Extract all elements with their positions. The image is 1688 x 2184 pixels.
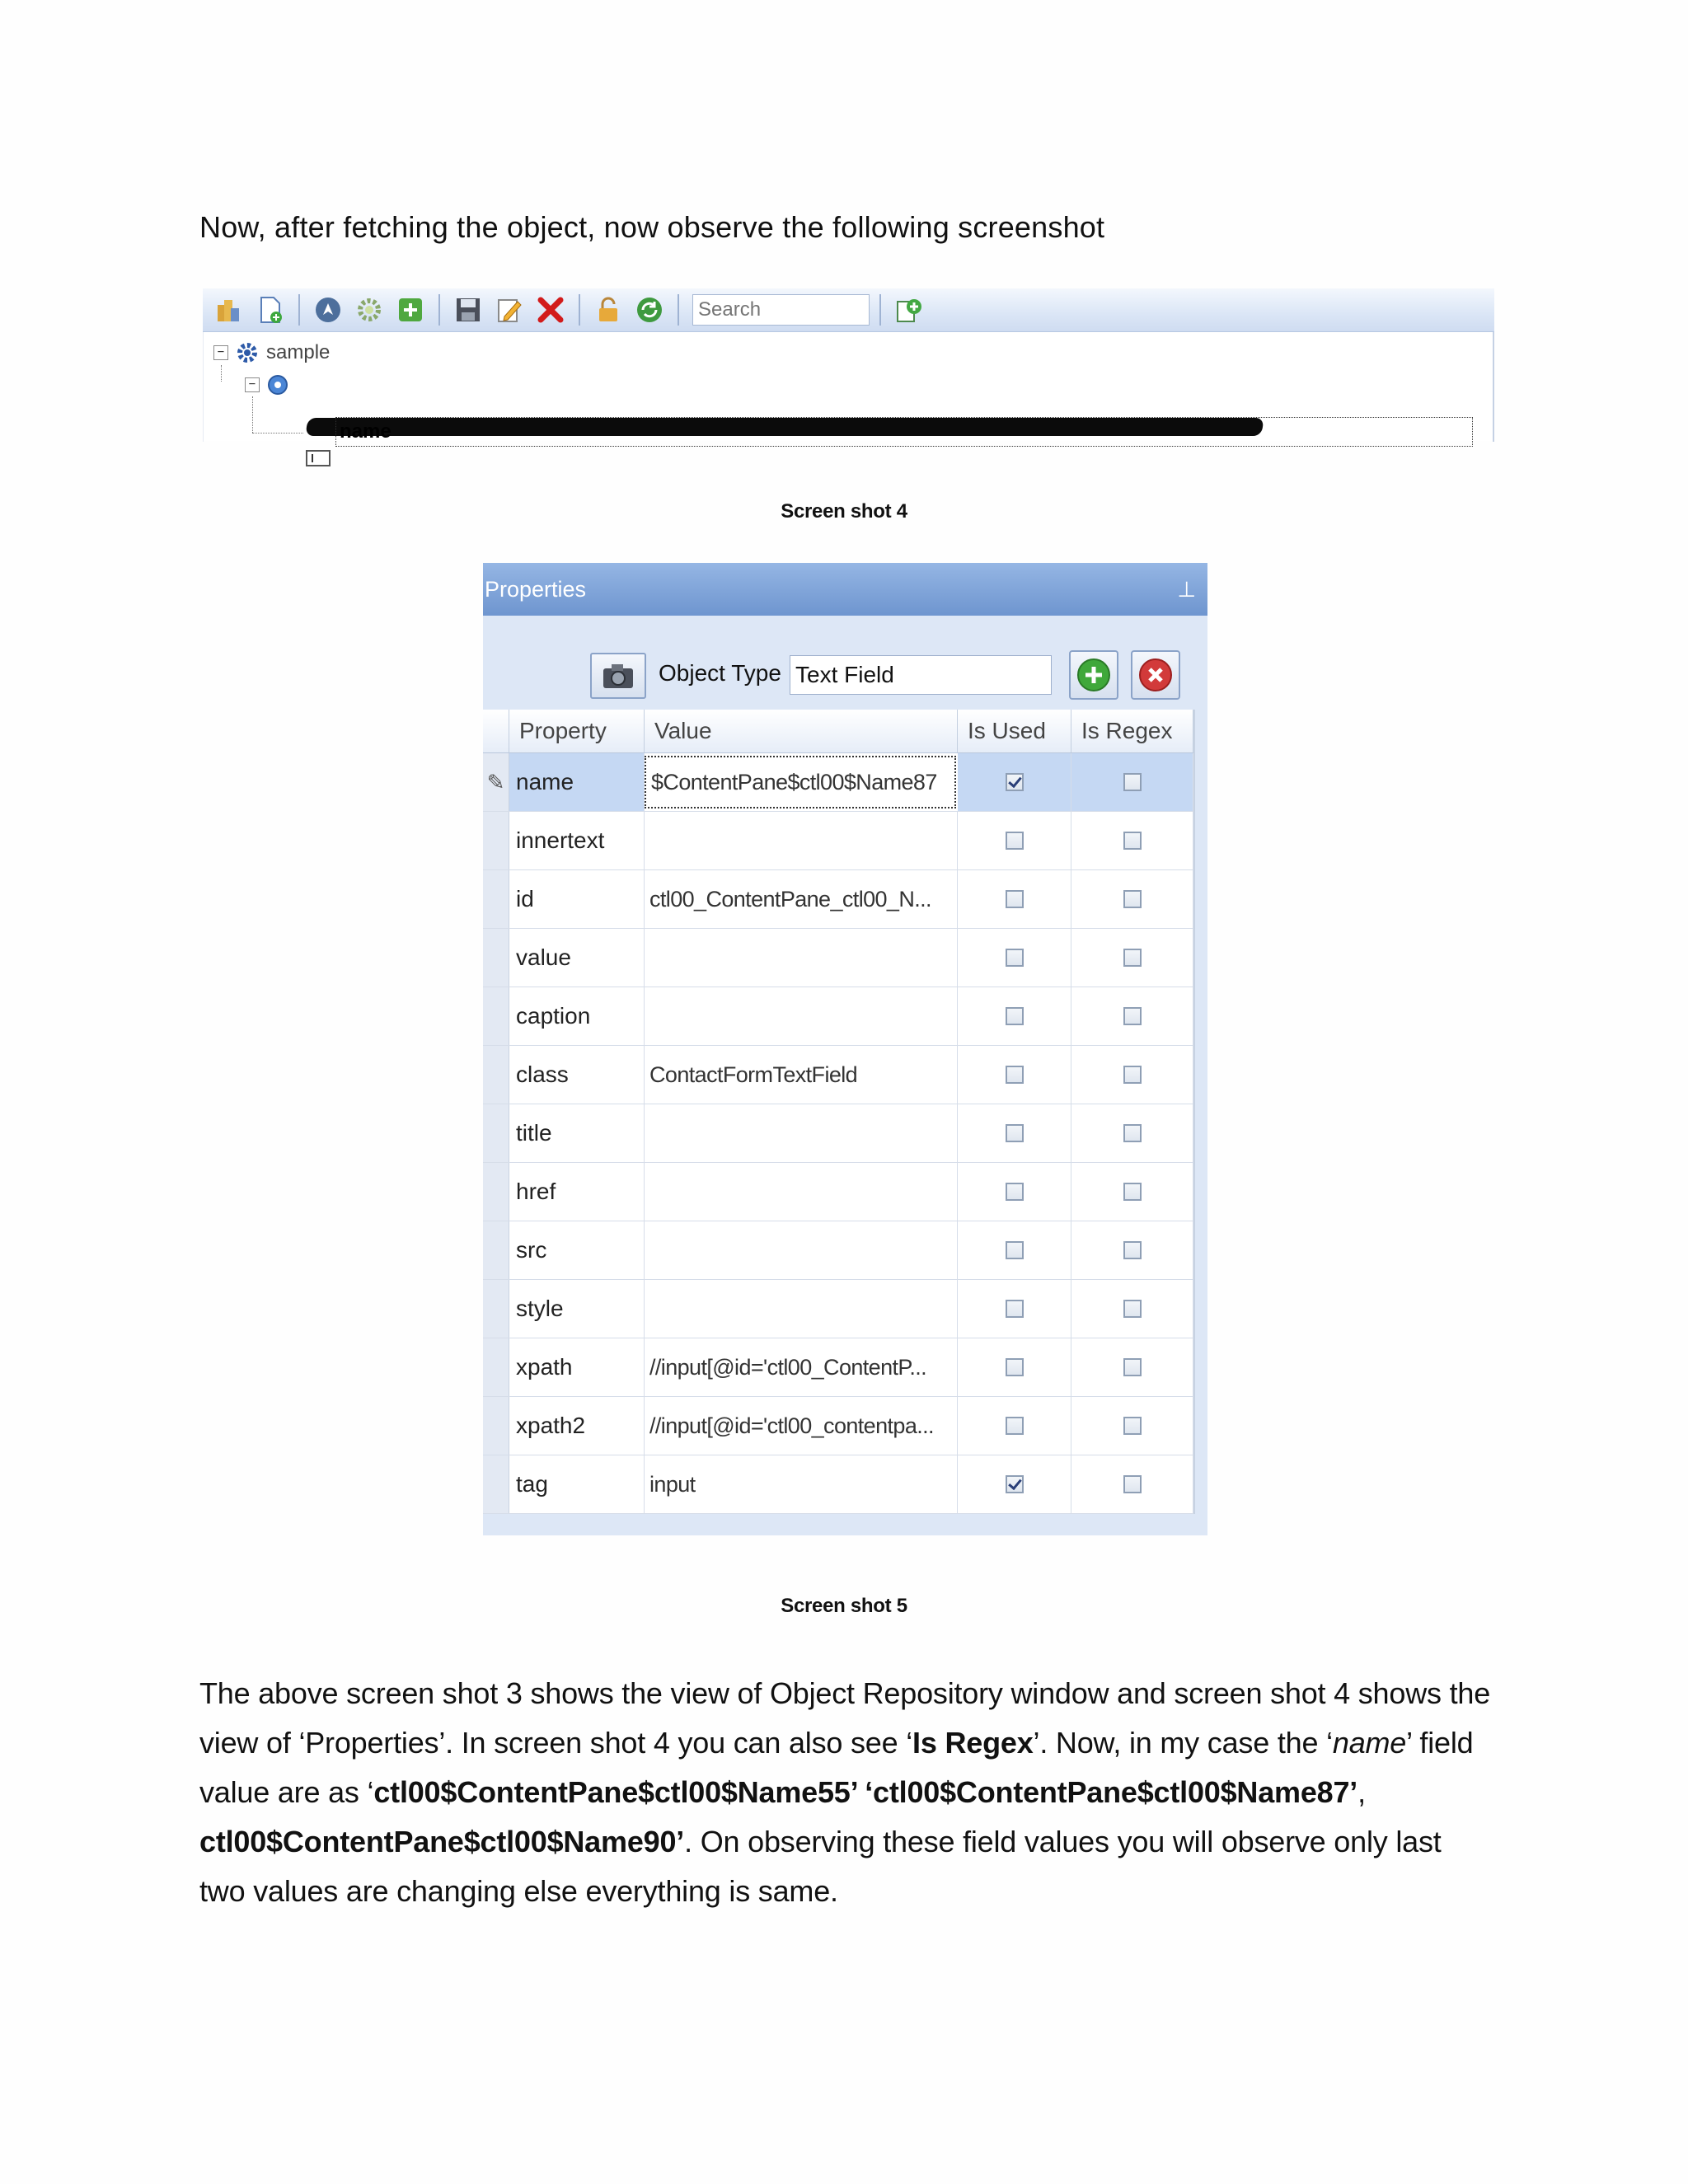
tree-node-root[interactable]	[213, 340, 330, 365]
is-regex-cell	[1071, 987, 1193, 1045]
paragraph-text: The above screen shot 3 shows the view of Object Repository window and screen shot 4 shows the view of ‘Properties’. In screen shot 4 you can also see ‘	[199, 1676, 1491, 1760]
property-value-cell[interactable]: //input[@id='ctl00_ContentP...	[645, 1338, 958, 1396]
property-row[interactable]	[483, 929, 1193, 987]
is-regex-cell	[1071, 753, 1193, 811]
settings-gear-icon[interactable]	[351, 292, 387, 328]
paragraph-italic-text: name	[1332, 1726, 1407, 1760]
row-selector[interactable]	[483, 929, 509, 987]
lock-icon[interactable]	[590, 292, 626, 328]
property-row[interactable]	[483, 753, 1193, 812]
edit-pencil-icon[interactable]: ✎	[483, 753, 509, 811]
tree-node-label: name	[340, 420, 392, 443]
property-row[interactable]	[483, 1163, 1193, 1221]
property-name-cell: src	[509, 1221, 645, 1279]
row-selector[interactable]	[483, 870, 509, 928]
remove-property-button[interactable]	[1131, 650, 1180, 700]
column-header-property[interactable]: Property	[509, 710, 645, 752]
is-regex-cell	[1071, 1455, 1193, 1513]
property-row[interactable]	[483, 812, 1193, 870]
grid-header	[483, 710, 1193, 753]
is-used-checkbox[interactable]	[1006, 1124, 1024, 1142]
is-used-checkbox[interactable]	[1006, 832, 1024, 850]
is-used-checkbox[interactable]	[1006, 1066, 1024, 1084]
property-row[interactable]	[483, 1455, 1193, 1514]
add-repository-icon[interactable]	[891, 292, 927, 328]
toolbar-separator	[678, 294, 679, 326]
save-icon[interactable]	[450, 292, 486, 328]
plus-icon	[1076, 657, 1112, 693]
property-value-cell[interactable]: ContactFormTextField	[645, 1046, 958, 1104]
row-selector[interactable]	[483, 1104, 509, 1162]
grid-body	[483, 753, 1193, 1514]
camera-icon	[602, 662, 635, 690]
is-used-cell	[958, 1338, 1071, 1396]
tree-node-label: sample	[266, 341, 331, 363]
is-regex-cell	[1071, 812, 1193, 869]
close-icon	[1137, 657, 1174, 693]
is-used-checkbox[interactable]	[1006, 890, 1024, 908]
is-used-cell	[958, 1397, 1071, 1455]
navigate-icon[interactable]	[310, 292, 346, 328]
is-regex-checkbox[interactable]	[1123, 1183, 1142, 1201]
paragraph-bold-text: Is Regex	[912, 1726, 1034, 1760]
paragraph-bold-text: ctl00$ContentPane$ctl00$Name90’	[199, 1825, 685, 1858]
properties-title-bar	[483, 563, 1207, 616]
property-row[interactable]	[483, 987, 1193, 1046]
is-used-cell	[958, 1221, 1071, 1279]
property-name-cell: xpath2	[509, 1397, 645, 1455]
property-value-cell[interactable]	[645, 1104, 958, 1162]
paragraph-text: ,	[1357, 1775, 1366, 1809]
is-used-checkbox[interactable]	[1006, 1183, 1024, 1201]
collapse-icon[interactable]: −	[245, 377, 260, 392]
property-name-cell: name	[509, 753, 645, 811]
is-regex-checkbox[interactable]	[1123, 832, 1142, 850]
object-repository-window	[203, 288, 1494, 441]
property-row[interactable]	[483, 1338, 1193, 1397]
is-regex-checkbox[interactable]	[1123, 1124, 1142, 1142]
is-used-checkbox[interactable]	[1006, 1007, 1024, 1025]
body-paragraph	[199, 1669, 1493, 1916]
property-name-cell: caption	[509, 987, 645, 1045]
panel-title: Properties	[485, 576, 587, 602]
property-value-cell[interactable]	[645, 1280, 958, 1338]
is-regex-cell	[1071, 1338, 1193, 1396]
pin-icon[interactable]: ⊥	[1177, 576, 1196, 602]
column-header-is-used[interactable]: Is Used	[958, 710, 1071, 752]
is-used-checkbox[interactable]	[1006, 1241, 1024, 1259]
collapse-icon[interactable]: −	[213, 345, 228, 360]
properties-panel	[483, 563, 1207, 1535]
is-regex-cell	[1071, 1104, 1193, 1162]
property-value-cell[interactable]: ctl00_ContentPane_ctl00_N...	[645, 870, 958, 928]
is-used-checkbox[interactable]	[1006, 773, 1024, 791]
toolbar-separator	[298, 294, 300, 326]
property-row[interactable]	[483, 1046, 1193, 1104]
property-value-cell[interactable]	[645, 1221, 958, 1279]
is-regex-checkbox[interactable]	[1123, 1241, 1142, 1259]
repository-tree	[203, 332, 1494, 442]
paragraph-text: ’. Now, in my case the ‘	[1033, 1726, 1333, 1760]
is-regex-cell	[1071, 1397, 1193, 1455]
is-regex-checkbox[interactable]	[1123, 1475, 1142, 1493]
property-name-cell: id	[509, 870, 645, 928]
is-used-checkbox[interactable]	[1006, 1417, 1024, 1435]
row-selector-header	[483, 710, 509, 752]
capture-button[interactable]	[590, 653, 646, 699]
is-regex-cell	[1071, 929, 1193, 987]
property-name-cell: tag	[509, 1455, 645, 1513]
tree-node-page[interactable]	[245, 373, 289, 396]
row-selector[interactable]	[483, 1397, 509, 1455]
text-field-icon	[306, 450, 331, 466]
is-used-cell	[958, 1280, 1071, 1338]
gear-icon	[235, 340, 260, 365]
paragraph-bold-text: ctl00$ContentPane$ctl00$Name55’ ‘ctl00$ContentPane$ctl00$Name87’	[373, 1775, 1358, 1809]
is-used-checkbox[interactable]	[1006, 1358, 1024, 1376]
property-value-cell[interactable]	[645, 987, 958, 1045]
toolbar-separator	[879, 294, 881, 326]
object-type-field[interactable]	[790, 655, 1052, 695]
is-regex-cell	[1071, 870, 1193, 928]
is-regex-cell	[1071, 1280, 1193, 1338]
row-selector[interactable]	[483, 1280, 509, 1338]
is-used-cell	[958, 1163, 1071, 1221]
toolbar-separator	[438, 294, 440, 326]
is-regex-checkbox[interactable]	[1123, 1007, 1142, 1025]
property-name-cell: class	[509, 1046, 645, 1104]
property-value-cell[interactable]: input	[645, 1455, 958, 1513]
browser-page-icon	[266, 373, 289, 396]
is-regex-cell	[1071, 1221, 1193, 1279]
tree-connector	[252, 433, 303, 434]
add-object-icon[interactable]	[392, 292, 429, 328]
toolbar-separator	[579, 294, 580, 326]
tree-node-leaf[interactable]	[335, 417, 1473, 447]
row-selector[interactable]	[483, 1221, 509, 1279]
property-row[interactable]	[483, 1104, 1193, 1163]
row-selector[interactable]	[483, 1338, 509, 1396]
is-regex-checkbox[interactable]	[1123, 1300, 1142, 1318]
is-used-cell	[958, 1104, 1071, 1162]
is-used-checkbox[interactable]	[1006, 1475, 1024, 1493]
is-used-checkbox[interactable]	[1006, 1300, 1024, 1318]
repository-toolbar	[203, 288, 1494, 332]
caption-screenshot-4: Screen shot 4	[781, 500, 907, 523]
property-row[interactable]	[483, 1397, 1193, 1455]
row-selector[interactable]	[483, 1163, 509, 1221]
is-used-cell	[958, 870, 1071, 928]
row-selector[interactable]	[483, 1046, 509, 1104]
property-value-cell[interactable]	[645, 1163, 958, 1221]
tree-connector	[252, 396, 253, 433]
object-type-bar	[483, 616, 1207, 701]
property-row[interactable]	[483, 1221, 1193, 1280]
new-document-icon[interactable]	[252, 292, 288, 328]
is-used-cell	[958, 812, 1071, 869]
add-property-button[interactable]	[1069, 650, 1118, 700]
is-used-cell	[958, 929, 1071, 987]
refresh-icon[interactable]	[631, 292, 668, 328]
is-regex-checkbox[interactable]	[1123, 773, 1142, 791]
property-name-cell: href	[509, 1163, 645, 1221]
caption-screenshot-5: Screen shot 5	[781, 1595, 907, 1617]
is-regex-cell	[1071, 1046, 1193, 1104]
property-value-cell[interactable]: //input[@id='ctl00_contentpa...	[645, 1397, 958, 1455]
property-value-cell[interactable]: $ContentPane$ctl00$Name87	[645, 756, 956, 808]
property-value-cell[interactable]	[645, 812, 958, 869]
is-regex-checkbox[interactable]	[1123, 1358, 1142, 1376]
property-name-cell: value	[509, 929, 645, 987]
is-used-cell	[958, 753, 1071, 811]
is-regex-checkbox[interactable]	[1123, 890, 1142, 908]
search-input[interactable]	[692, 294, 870, 326]
repository-icon[interactable]	[211, 292, 247, 328]
column-header-value[interactable]: Value	[645, 710, 958, 752]
edit-icon[interactable]	[491, 292, 528, 328]
property-value-cell[interactable]	[645, 929, 958, 987]
is-used-checkbox[interactable]	[1006, 949, 1024, 967]
tree-connector	[221, 365, 222, 382]
row-selector[interactable]	[483, 1455, 509, 1513]
is-regex-checkbox[interactable]	[1123, 1066, 1142, 1084]
paragraph-text: . On observing these field values you will observe only last two values are changing else everything is same.	[199, 1825, 1442, 1908]
property-row[interactable]	[483, 870, 1193, 929]
column-header-is-regex[interactable]: Is Regex	[1071, 710, 1193, 752]
is-used-cell	[958, 1455, 1071, 1513]
object-type-label: Object Type	[659, 660, 781, 686]
property-name-cell: style	[509, 1280, 645, 1338]
paragraph-text: ’ field value are as ‘	[199, 1726, 1474, 1809]
property-name-cell: innertext	[509, 812, 645, 869]
is-used-cell	[958, 987, 1071, 1045]
is-regex-checkbox[interactable]	[1123, 1417, 1142, 1435]
property-name-cell: title	[509, 1104, 645, 1162]
is-regex-checkbox[interactable]	[1123, 949, 1142, 967]
is-used-cell	[958, 1046, 1071, 1104]
row-selector[interactable]	[483, 812, 509, 869]
properties-grid	[483, 710, 1195, 1514]
property-row[interactable]	[483, 1280, 1193, 1338]
delete-icon[interactable]	[532, 292, 569, 328]
property-name-cell: xpath	[509, 1338, 645, 1396]
is-regex-cell	[1071, 1163, 1193, 1221]
row-selector[interactable]	[483, 987, 509, 1045]
intro-text: Now, after fetching the object, now observe the following screenshot	[199, 210, 1105, 244]
